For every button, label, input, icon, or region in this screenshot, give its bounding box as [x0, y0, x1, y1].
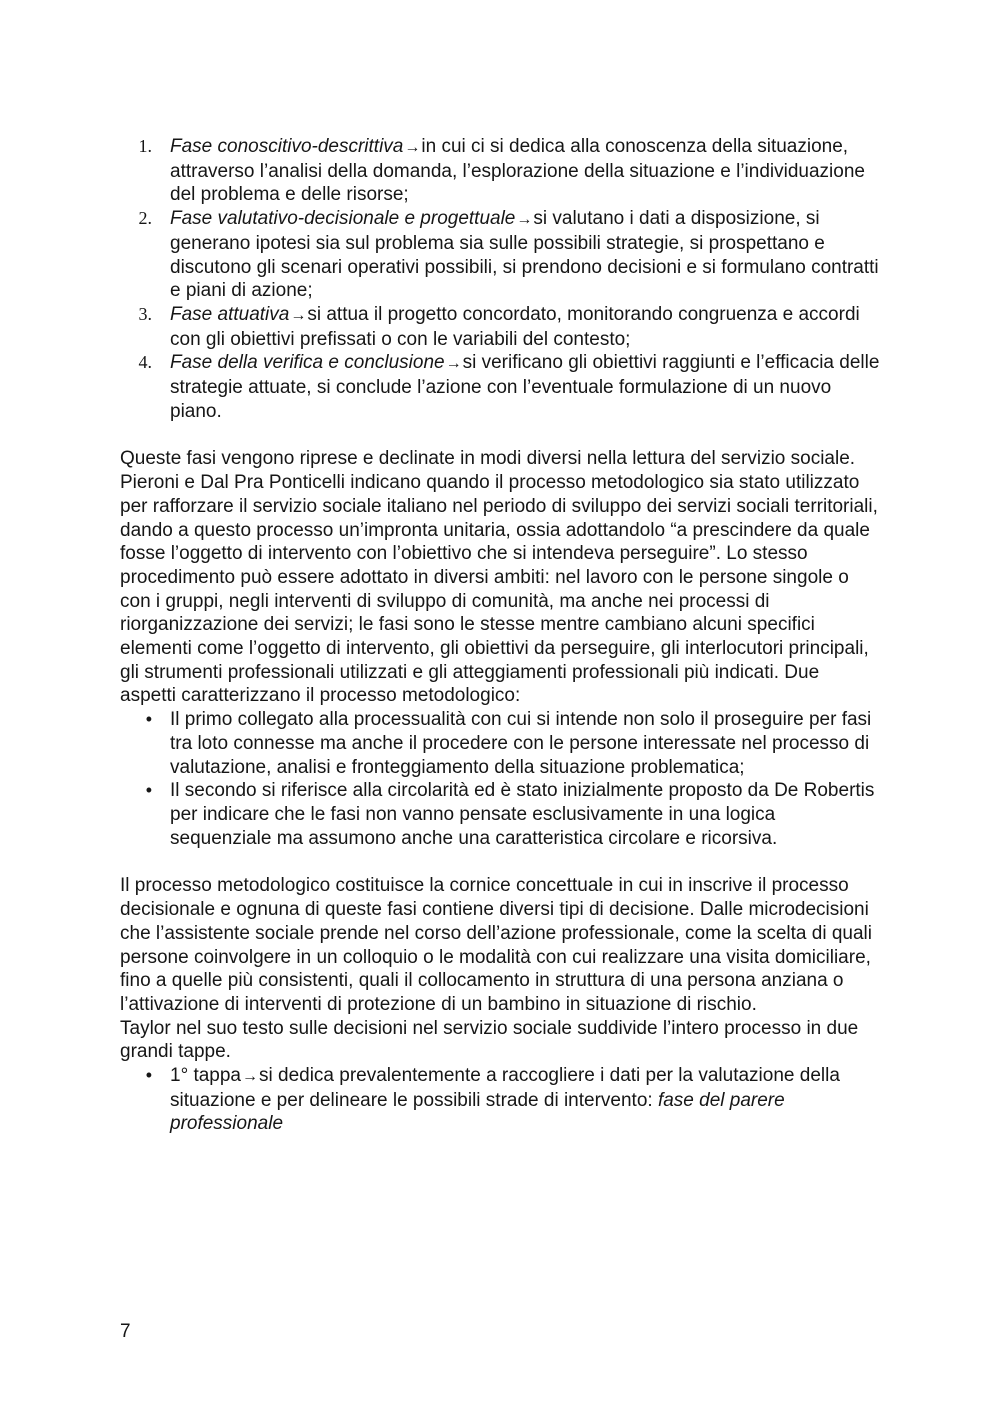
list-item	[120, 779, 880, 850]
list-item	[120, 351, 880, 423]
page-content	[120, 135, 880, 1136]
phase-text: in cui ci si dedica alla conoscenza della situazione, attraverso l’analisi della domanda, l’esplorazione della situazione e l’individuazione del problema e delle risorse;	[170, 136, 865, 206]
list-number: 3.	[138, 303, 152, 324]
paragraph: Queste fasi vengono riprese e declinate in modi diversi nella lettura del servizio sociale.	[120, 448, 856, 470]
phase-text: si verificano gli obiettivi raggiunti e l’efficacia delle strategie attuate, si conclude l’azione con l’eventuale formulazione di un nuovo piano.	[170, 352, 880, 422]
arrow-icon: →	[445, 355, 462, 373]
stage-text: si dedica prevalentemente a raccogliere i dati per la valutazione della situazione e per delineare le possibili strade di intervento:	[170, 1065, 840, 1111]
arrow-icon: →	[242, 1068, 258, 1086]
arrow-icon: →	[404, 139, 421, 156]
list-item	[120, 303, 880, 351]
arrow-icon: →	[290, 306, 307, 324]
stages-list	[120, 1064, 880, 1136]
phase-text: si valutano i dati a disposizione, si generano ipotesi sia sul problema sia sulle possibili strategie, si prospettano e discutono gli scenari operativi possibili, si prendono decisioni e si formulano contratti e piani di azione;	[170, 208, 879, 302]
aspect-text: Il secondo si riferisce alla circolarità ed è stato inizialmente proposto da De Robertis per indicare che le fasi non vanno pensate esclusivamente in una logica sequenziale ma assumono anche una caratteristica circolare e ricorsiva.	[170, 780, 875, 849]
stage-lead: 1° tappa	[170, 1065, 241, 1087]
phase-title: Fase della verifica e conclusione	[170, 352, 445, 374]
phases-list	[120, 135, 880, 423]
page-number: 7	[120, 1321, 131, 1342]
aspects-list	[120, 708, 880, 850]
phase-title: Fase conoscitivo-descrittiva	[170, 136, 404, 157]
phase-text: si attua il progetto concordato, monitorando congruenza e accordi con gli obiettivi prefissati o con le variabili del contesto;	[170, 303, 860, 350]
list-number: 4.	[138, 352, 152, 373]
bullet-icon: •	[145, 709, 152, 730]
arrow-icon: →	[516, 211, 533, 229]
spacer	[120, 423, 880, 447]
bullet-icon: •	[145, 780, 152, 801]
stage-italic: fase del parere professionale	[170, 1089, 785, 1135]
list-item	[120, 1064, 880, 1136]
paragraph: Pieroni e Dal Pra Ponticelli indicano quando il processo metodologico sia stato utilizzato per rafforzare il servizio sociale italiano nel periodo di sviluppo dei servizi sociali territoriali, dando a questo processo un’impronta unitaria, ossia adottandolo “a prescindere da quale fosse l’oggetto di intervento con l’obiettivo che si intendeva perseguire”. Lo stesso procedimento può essere adottato in diversi ambiti: nel lavoro con le persone singole o con i gruppi, negli interventi di sviluppo di comunità, ma anche nei processi di riorganizzazione dei servizi; le fasi sono le stesse mentre cambiano alcuni specifici elementi come l’oggetto di intervento, gli obiettivi da perseguire, gli interlocutori principali, gli strumenti professionali utilizzati e gli atteggiamenti professionali più indicati. Due aspetti caratterizzano il processo metodologico:	[120, 472, 878, 707]
phase-title: Fase attuativa	[170, 303, 290, 325]
bullet-icon: •	[145, 1065, 152, 1086]
paragraph: Il processo metodologico costituisce la cornice concettuale in cui in inscrive il processo decisionale e ognuna di queste fasi contiene diversi tipi di decisione. Dalle microdecisioni che l’assistente sociale prende nel corso dell’azione professionale, come la scelta di quali persone coinvolgere in un colloquio o le modalità con cui realizzare una visita domiciliare, fino a quelle più consistenti, quali il collocamento in struttura di una persona anziana o l’attivazione di interventi di protezione di un bambino in situazione di rischio.	[120, 875, 872, 1015]
list-item	[120, 708, 880, 779]
phase-title: Fase valutativo-decisionale e progettuale	[170, 208, 516, 230]
list-item	[120, 207, 880, 303]
list-item	[120, 135, 880, 207]
list-number: 2.	[138, 208, 152, 229]
paragraph: Taylor nel suo testo sulle decisioni nel servizio sociale suddivide l’intero processo in due grandi tappe.	[120, 1017, 859, 1063]
list-number: 1.	[138, 136, 152, 156]
spacer	[120, 850, 880, 874]
aspect-text: Il primo collegato alla processualità con cui si intende non solo il proseguire per fasi tra loto connesse ma anche il procedere con le persone interessate nel processo di valutazione, analisi e fronteggiamento della situazione problematica;	[170, 709, 872, 778]
